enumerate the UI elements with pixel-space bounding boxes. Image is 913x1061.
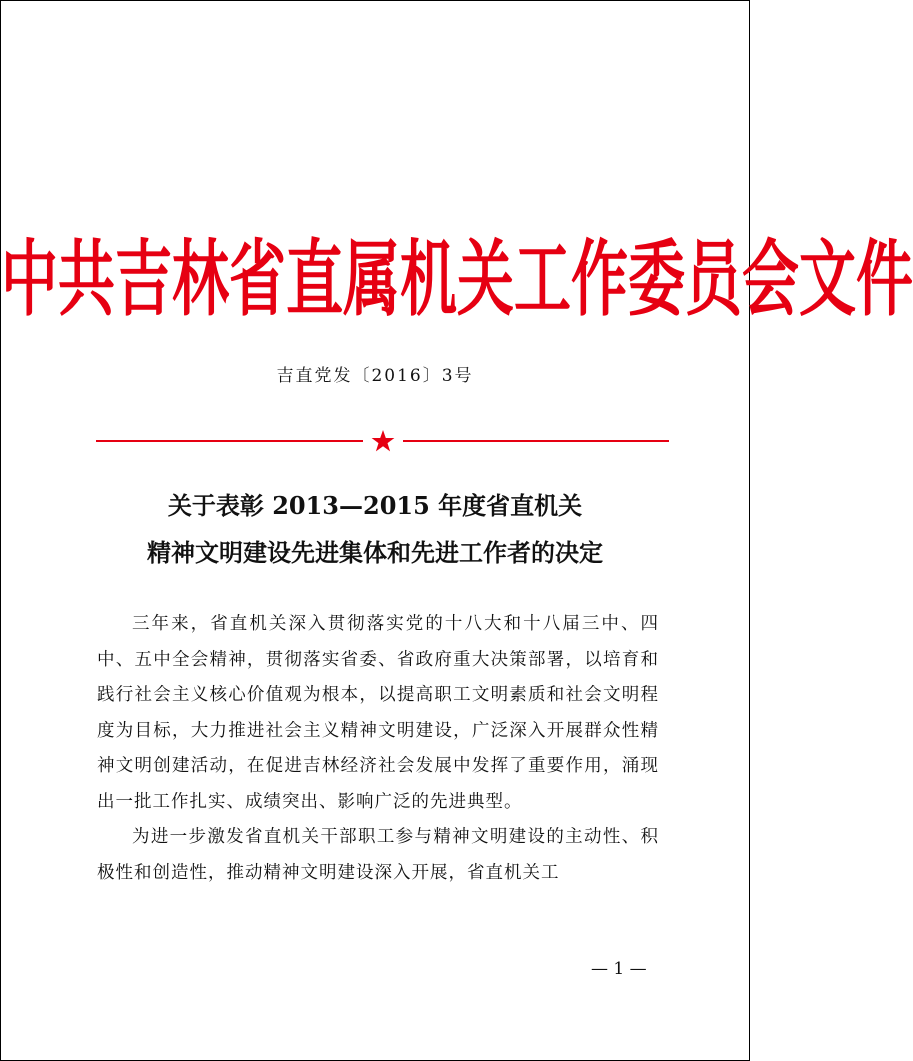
red-rule-left <box>96 440 363 442</box>
document-title-line-2: 精神文明建设先进集体和先进工作者的决定 <box>147 538 603 567</box>
document-body <box>97 607 659 891</box>
page-number: — 1 — <box>591 959 647 979</box>
star-icon <box>371 429 395 453</box>
masthead-title: 中共吉林省直属机关工作委员会文件 <box>1 230 913 328</box>
body-paragraph: 三年来，省直机关深入贯彻落实党的十八大和十八届三中、四中、五中全会精神，贯彻落实省委、省政府重大决策部署，以培育和践行社会主义核心价值观为根本，以提高职工文明素质和社会文明程度为目标，大力推进社会主义精神文明建设，广泛深入开展群众性精神文明创建活动，在促进吉林经济社会发展中发挥了重要作用，涌现出一批工作扎实、成绩突出、影响广泛的先进典型。 <box>97 614 659 812</box>
red-rule-right <box>403 440 669 442</box>
document-title-line-1: 关于表彰 2013—2015 年度省直机关 <box>167 491 583 520</box>
body-paragraph: 为进一步激发省直机关干部职工参与精神文明建设的主动性、积极性和创造性，推动精神文明建设深入开展，省直机关工 <box>97 827 659 883</box>
document-number: 吉直党发〔2016〕3号 <box>276 366 474 386</box>
